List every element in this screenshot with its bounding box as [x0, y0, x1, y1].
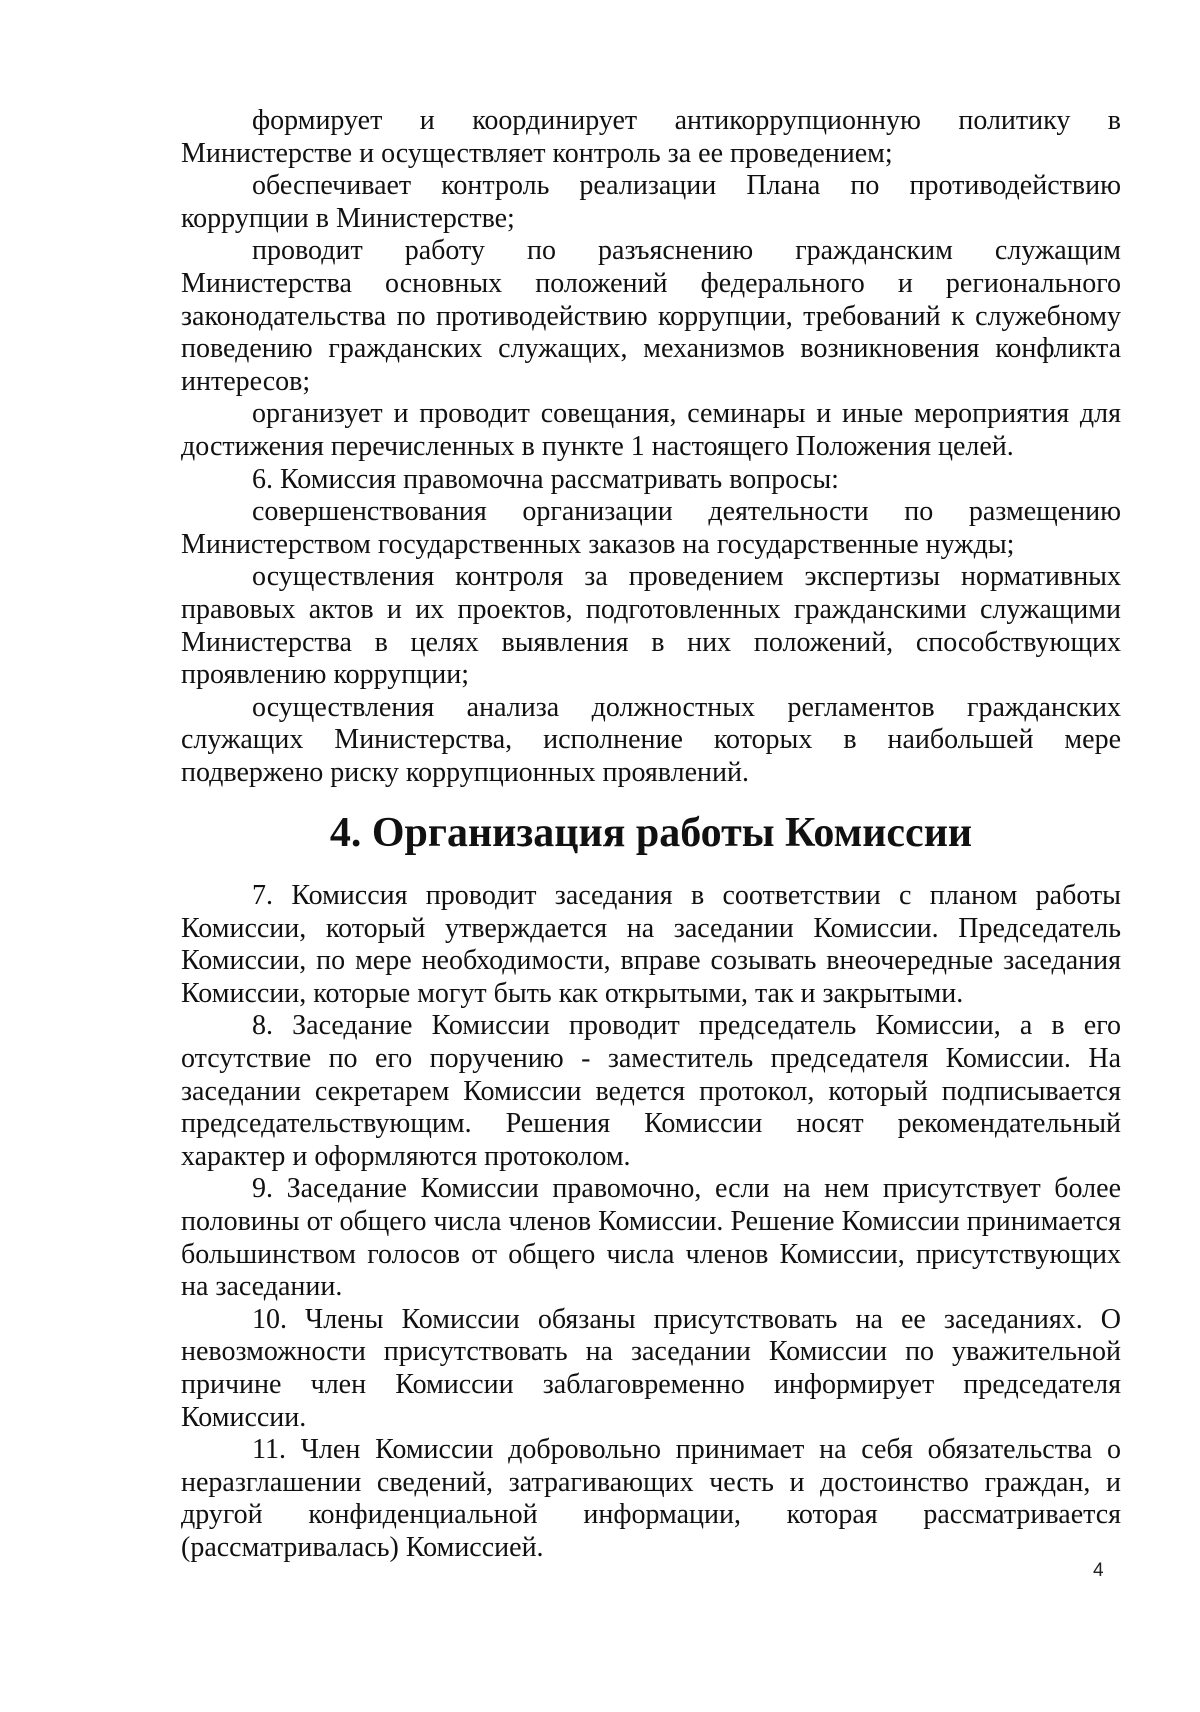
paragraph: 9. Заседание Комиссии правомочно, если на нем присутствует более половины от общего числа членов Комиссии. Решение Комиссии принимается большинством голосов от общего числа членов Комиссии, присутствующих на заседании.: [181, 1173, 1121, 1303]
section-heading: 4. Организация работы Комиссии: [329, 810, 973, 857]
paragraph: осуществления контроля за проведением экспертизы нормативных правовых актов и их проектов, подготовленных гражданскими служащими Министерства в целях выявления в них положений, способствующих проявлению коррупции;: [181, 561, 1121, 691]
page-number: 4: [1093, 1560, 1104, 1581]
paragraph: совершенствования организации деятельности по размещению Министерством государственных заказов на государственные нужды;: [181, 496, 1121, 560]
paragraph: 11. Член Комиссии добровольно принимает на себя обязательства о неразглашении сведений, затрагивающих честь и достоинство граждан, и другой конфиденциальной информации, которая рассматривается (рассматривалась) Комиссией.: [181, 1434, 1121, 1563]
document-body: [181, 105, 1121, 1565]
paragraph: организует и проводит совещания, семинары и иные мероприятия для достижения перечисленных в пункте 1 настоящего Положения целей.: [181, 398, 1121, 462]
paragraph: проводит работу по разъяснению гражданским служащим Министерства основных положений федерального и регионального законодательства по противодействию коррупции, требований к служебному поведению гражданских служащих, механизмов возникновения конфликта интересов;: [181, 235, 1121, 397]
paragraph: 10. Члены Комиссии обязаны присутствовать на ее заседаниях. О невозможности присутствовать на заседании Комиссии по уважительной причине член Комиссии заблаговременно информирует председателя Комиссии.: [181, 1303, 1121, 1433]
paragraph: формирует и координирует антикоррупционную политику в Министерстве и осуществляет контроль за ее проведением;: [181, 105, 1121, 169]
paragraph: 6. Комиссия правомочна рассматривать вопросы:: [252, 463, 839, 495]
paragraph: осуществления анализа должностных регламентов гражданских служащих Министерства, исполнение которых в наибольшей мере подвержено риску коррупционных проявлений.: [181, 691, 1121, 788]
paragraph: обеспечивает контроль реализации Плана по противодействию коррупции в Министерстве;: [181, 170, 1121, 234]
paragraph: 8. Заседание Комиссии проводит председатель Комиссии, а в его отсутствие по его поручению - заместитель председателя Комиссии. На заседании секретарем Комиссии ведется протокол, который подписывается председательствующим. Решения Комиссии носят рекомендательный характер и оформляются протоколом.: [181, 1010, 1121, 1172]
paragraph: 7. Комиссия проводит заседания в соответствии с планом работы Комиссии, который утверждается на заседании Комиссии. Председатель Комиссии, по мере необходимости, вправе созывать внеочередные заседания Комиссии, которые могут быть как открытыми, так и закрытыми.: [181, 880, 1121, 1009]
